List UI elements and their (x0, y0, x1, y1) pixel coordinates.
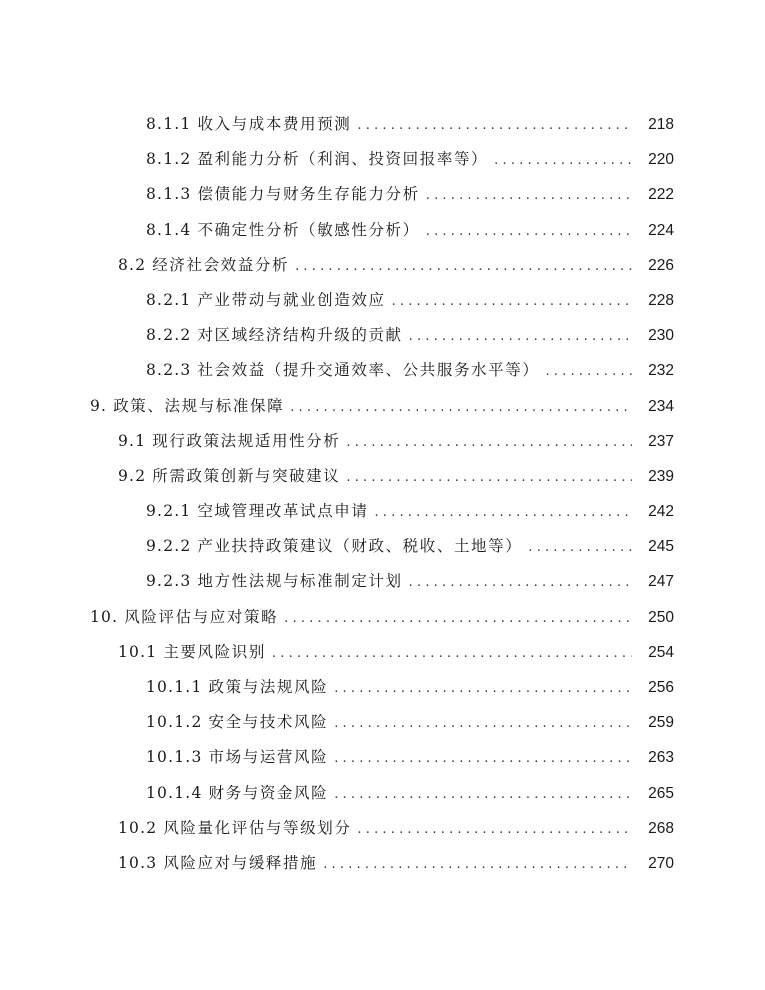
toc-entry-number: 8.2.2 (146, 326, 192, 345)
toc-entry-number: 9.1 (118, 431, 147, 450)
toc-dot-leader (334, 777, 632, 812)
toc-entry-9[interactable] (0, 389, 765, 424)
toc-entry-number: 10.1.1 (146, 678, 203, 696)
toc-entry-page: 230 (648, 327, 674, 345)
toc-entry-text: 盈利能力分析（利润、投资回报率等） (197, 150, 489, 169)
toc-entry-number: 8.2 (118, 255, 147, 274)
toc-entry-text: 政策与法规风险 (208, 678, 329, 696)
toc-entry-number: 9.2.2 (146, 537, 192, 556)
toc-dot-leader (346, 425, 632, 460)
toc-dot-leader (323, 847, 632, 882)
toc-entry-9-2-3[interactable] (0, 564, 765, 599)
toc-entry-title (146, 318, 403, 353)
toc-entry-10-1-2[interactable] (0, 705, 765, 740)
toc-entry-10-3[interactable] (0, 846, 765, 881)
toc-entry-9-1[interactable] (0, 424, 765, 459)
toc-entry-10-1-4[interactable] (0, 776, 765, 811)
toc-entry-title (90, 389, 284, 424)
toc-entry-10-1-1[interactable] (0, 670, 765, 705)
toc-dot-leader (272, 636, 632, 671)
toc-entry-9-2-2[interactable] (0, 529, 765, 564)
toc-entry-page: 254 (648, 643, 674, 661)
toc-entry-page: 247 (648, 573, 674, 591)
toc-entry-number: 10.2 (118, 818, 158, 837)
toc-entry-8-2-2[interactable] (0, 318, 765, 353)
toc-entry-page: 250 (648, 608, 674, 626)
toc-entry-text: 安全与技术风险 (208, 713, 329, 732)
toc-dot-leader (290, 390, 632, 425)
toc-dot-leader (295, 249, 632, 284)
toc-entry-number: 9.2 (118, 466, 147, 485)
toc-entry-title (146, 670, 328, 705)
toc-entry-10-1[interactable] (0, 635, 765, 670)
toc-entry-text: 所需政策创新与突破建议 (152, 466, 341, 485)
toc-entry-text: 风险评估与应对策略 (124, 607, 279, 626)
toc-entry-page: 256 (648, 679, 674, 696)
toc-entry-text: 主要风险识别 (163, 642, 266, 661)
toc-entry-title (146, 564, 403, 599)
toc-entry-text: 空域管理改革试点申请 (197, 502, 369, 521)
toc-dot-leader (392, 284, 632, 319)
toc-dot-leader (409, 565, 632, 600)
toc-entry-9-2-1[interactable] (0, 494, 765, 529)
toc-entry-number: 10.1.2 (146, 713, 203, 732)
toc-dot-leader (346, 460, 632, 495)
toc-dot-leader (494, 143, 632, 178)
toc-entry-title (118, 635, 266, 670)
toc-entry-text: 产业带动与就业创造效应 (197, 290, 386, 309)
toc-entry-title (90, 600, 278, 635)
toc-dot-leader (334, 671, 632, 706)
toc-entry-number: 8.1.3 (146, 185, 192, 204)
toc-entry-text: 风险应对与缓释措施 (163, 853, 318, 872)
toc-entry-text: 产业扶持政策建议（财政、税收、土地等） (197, 537, 523, 556)
toc-entry-8-1-4[interactable] (0, 213, 765, 248)
toc-entry-text: 对区域经济结构升级的贡献 (197, 326, 403, 345)
toc-entry-title (118, 248, 289, 283)
toc-entry-text: 政策、法规与标准保障 (113, 396, 285, 415)
toc-entry-page: 263 (648, 749, 674, 767)
table-of-contents (0, 107, 765, 881)
toc-entry-page: 222 (648, 186, 674, 204)
toc-entry-number: 8.1.1 (146, 115, 192, 133)
toc-entry-10-1-3[interactable] (0, 740, 765, 775)
toc-entry-title (118, 846, 317, 881)
toc-entry-8-2[interactable] (0, 248, 765, 283)
toc-entry-title (146, 494, 368, 529)
toc-entry-8-1-3[interactable] (0, 177, 765, 212)
toc-entry-text: 社会效益（提升交通效率、公共服务水平等） (197, 361, 540, 380)
toc-entry-page: 234 (648, 397, 674, 415)
toc-entry-title (146, 107, 351, 142)
toc-entry-number: 8.2.1 (146, 290, 192, 309)
toc-entry-page: 242 (648, 503, 674, 521)
toc-entry-title (146, 283, 386, 318)
toc-entry-text: 收入与成本费用预测 (197, 115, 352, 133)
toc-entry-number: 9.2.3 (146, 572, 192, 591)
toc-entry-page: 237 (648, 432, 674, 450)
toc-entry-text: 不确定性分析（敏感性分析） (197, 220, 420, 239)
toc-dot-leader (545, 354, 632, 389)
toc-dot-leader (334, 706, 632, 741)
toc-entry-page: 259 (648, 714, 674, 732)
toc-entry-text: 地方性法规与标准制定计划 (197, 572, 403, 591)
toc-entry-number: 9.2.1 (146, 502, 192, 521)
toc-dot-leader (374, 495, 632, 530)
toc-entry-number: 8.2.3 (146, 361, 192, 380)
toc-entry-number: 10.1 (118, 642, 158, 661)
toc-entry-text: 现行政策法规适用性分析 (152, 431, 341, 450)
toc-entry-8-1-1[interactable] (0, 107, 765, 142)
toc-entry-page: 245 (648, 538, 674, 556)
toc-dot-leader (284, 601, 632, 636)
toc-entry-number: 9. (90, 396, 108, 415)
toc-entry-page: 224 (648, 221, 674, 239)
toc-entry-10-2[interactable] (0, 811, 765, 846)
toc-entry-text: 风险量化评估与等级划分 (163, 818, 352, 837)
toc-entry-text: 财务与资金风险 (208, 783, 329, 802)
toc-entry-number: 10.3 (118, 853, 158, 872)
toc-entry-title (146, 353, 539, 388)
toc-entry-text: 经济社会效益分析 (152, 255, 290, 274)
toc-entry-8-2-3[interactable] (0, 353, 765, 388)
toc-entry-number: 8.1.2 (146, 150, 192, 169)
toc-entry-title (146, 705, 328, 740)
toc-entry-page: 220 (648, 151, 674, 169)
toc-entry-page: 265 (648, 784, 674, 802)
toc-entry-title (146, 213, 420, 248)
toc-entry-page: 239 (648, 467, 674, 485)
toc-entry-page: 226 (648, 256, 674, 274)
toc-dot-leader (334, 741, 632, 776)
toc-dot-leader (357, 812, 632, 847)
toc-entry-page: 270 (648, 854, 674, 872)
toc-entry-title (146, 776, 328, 811)
toc-dot-leader (426, 214, 632, 249)
toc-dot-leader (357, 108, 632, 143)
toc-entry-number: 10.1.3 (146, 748, 203, 767)
toc-entry-page: 228 (648, 291, 674, 309)
toc-entry-text: 市场与运营风险 (208, 748, 329, 767)
toc-entry-title (146, 177, 420, 212)
toc-entry-number: 8.1.4 (146, 220, 192, 239)
toc-entry-10[interactable] (0, 600, 765, 635)
toc-entry-9-2[interactable] (0, 459, 765, 494)
toc-dot-leader (528, 530, 632, 565)
toc-entry-title (146, 142, 488, 177)
toc-entry-title (118, 424, 340, 459)
toc-entry-title (118, 811, 351, 846)
toc-entry-text: 偿债能力与财务生存能力分析 (197, 185, 420, 204)
toc-entry-page: 232 (648, 362, 674, 380)
toc-entry-title (146, 740, 328, 775)
toc-dot-leader (426, 178, 632, 213)
toc-entry-8-2-1[interactable] (0, 283, 765, 318)
toc-dot-leader (409, 319, 632, 354)
toc-entry-8-1-2[interactable] (0, 142, 765, 177)
toc-entry-page: 218 (648, 116, 674, 133)
toc-entry-number: 10. (90, 607, 119, 626)
toc-entry-title (118, 459, 340, 494)
toc-entry-title (146, 529, 522, 564)
toc-entry-page: 268 (648, 819, 674, 837)
toc-entry-number: 10.1.4 (146, 783, 203, 802)
